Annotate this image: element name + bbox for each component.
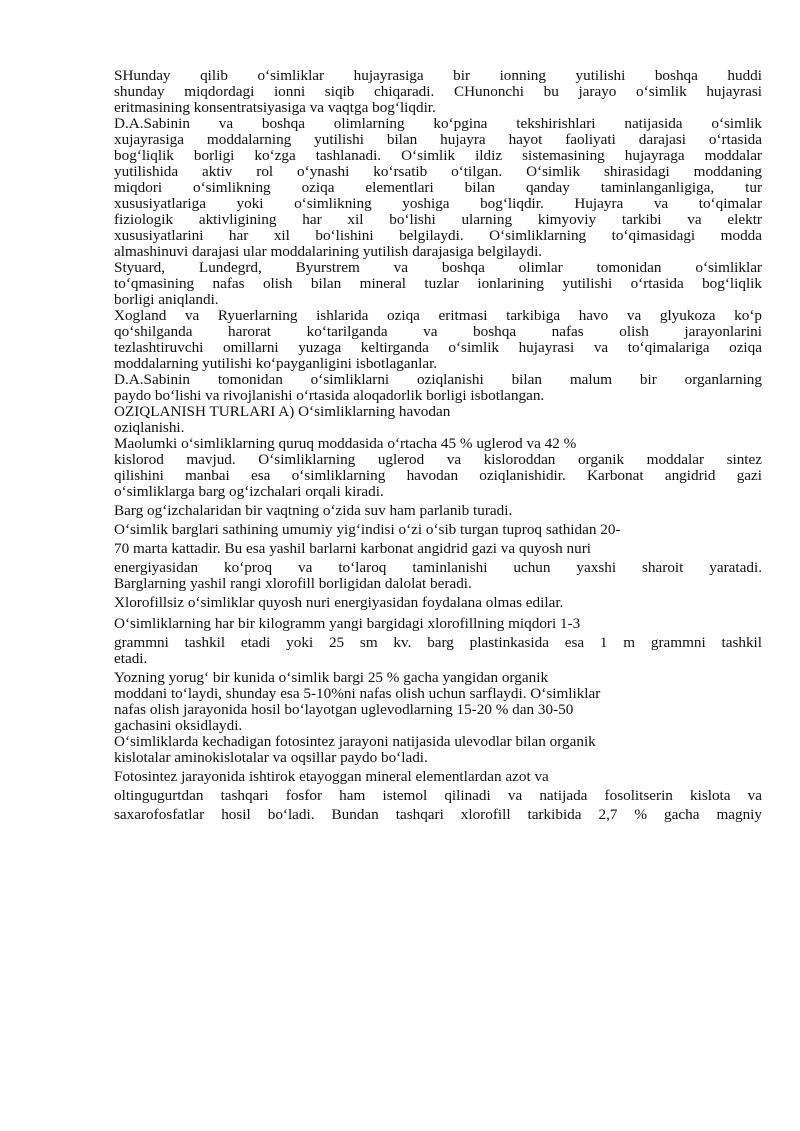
text-line: borligi aniqlandi.: [114, 292, 219, 308]
text-line: fiziologik aktivligining har xil boʻlishi ularning kimyoviy tarkibi va elektr: [114, 212, 762, 228]
text-line: Oʻsimliklarda kechadigan fotosintez jarayoni natijasida ulevodlar bilan organik: [114, 734, 596, 750]
text-line: Barglarning yashil rangi xlorofill borligidan dalolat beradi.: [114, 576, 472, 592]
text-line: oʻsimliklarga barg ogʻizchalari orqali kiradi.: [114, 484, 384, 500]
text-line: qoʻshilganda harorat koʻtarilganda va boshqa nafas olish jarayonlarini: [114, 324, 762, 340]
text-line: SHunday qilib oʻsimliklar hujayrasiga bir ionning yutilishi boshqa huddi: [114, 68, 762, 84]
text-line: Xogland va Ryuerlarning ishlarida oziqa eritmasi tarkibiga havo va glyukoza koʻp: [114, 308, 762, 324]
text-line: nafas olish jarayonida hosil boʻlayotgan uglevodlarning 15-20 % dan 30-50: [114, 702, 574, 718]
text-line: Styuard, Lundegrd, Byurstrem va boshqa olimlar tomonidan oʻsimliklar: [114, 260, 762, 276]
text-line: oziqlanishi.: [114, 420, 185, 436]
text-line: shunday miqdordagi ionni siqib chiqaradi. CHunonchi bu jarayo oʻsimlik hujayrasi: [114, 84, 762, 100]
document-page: [114, 68, 762, 823]
text-line: yutilishida aktiv rol oʻynashi koʻrsatib oʻtilgan. Oʻsimlik shirasidagi moddaning: [114, 164, 762, 180]
text-line: saxarofosfatlar hosil boʻladi. Bundan tashqari xlorofill tarkibida 2,7 % gacha magniy: [114, 807, 762, 823]
text-line: bogʻliqlik borligi koʻzga tashlanadi. Oʻsimlik ildiz sistemasining hujayraga moddalar: [114, 148, 762, 164]
text-line: etadi.: [114, 651, 148, 667]
text-line: eritmasining konsentratsiyasiga va vaqtga bogʻliqdir.: [114, 100, 436, 116]
text-line: Oʻsimlik barglari sathining umumiy yigʻindisi oʻzi oʻsib turgan tuproq sathidan 20-: [114, 522, 621, 538]
text-line: Maolumki oʻsimliklarning quruq moddasida oʻrtacha 45 % uglerod va 42 %: [114, 436, 577, 452]
text-line: energiyasidan koʻproq va toʻlaroq taminlanishi uchun yaxshi sharoit yaratadi.: [114, 560, 762, 576]
text-line: D.A.Sabinin va boshqa olimlarning koʻpgina tekshirishlari natijasida oʻsimlik: [114, 116, 762, 132]
text-line: paydo boʻlishi va rivojlanishi oʻrtasida aloqadorlik borligi isbotlangan.: [114, 388, 545, 404]
text-line: Yozning yorugʻ bir kunida oʻsimlik bargi 25 % gacha yangidan organik: [114, 670, 549, 686]
section-heading: OZIQLANISH TURLARI A) Oʻsimliklarning havodan: [114, 404, 451, 420]
text-line: kislorod mavjud. Oʻsimliklarning uglerod va kisloroddan organik moddalar sintez: [114, 452, 762, 468]
text-line: Fotosintez jarayonida ishtirok etayoggan mineral elementlardan azot va: [114, 769, 549, 785]
text-line: toʻqmasining nafas olish bilan mineral tuzlar ionlarining yutilishi oʻrtasida bogʻliqlik: [114, 276, 762, 292]
text-line: gachasini oksidlaydi.: [114, 718, 243, 734]
text-line: Oʻsimliklarning har bir kilogramm yangi bargidagi xlorofillning miqdori 1-3: [114, 616, 581, 632]
text-line: xujayrasiga moddalarning yutilishi bilan hujayra hayot faoliyati darajasi oʻrtasida: [114, 132, 762, 148]
text-line: xususiyatlarini har xil boʻlishini belgilaydi. Oʻsimliklarning toʻqimasidagi modda: [114, 228, 762, 244]
text-line: qilishini manbai esa oʻsimliklarning havodan oziqlanishidir. Karbonat angidrid gazi: [114, 468, 762, 484]
text-line: tezlashtiruvchi omillarni yuzaga keltirganda oʻsimlik hujayrasi va toʻqimalariga oziqa: [114, 340, 762, 356]
text-line: grammni tashkil etadi yoki 25 sm kv. barg plastinkasida esa 1 m grammni tashkil: [114, 635, 762, 651]
text-line: moddalarning yutilishi koʻpayganligini isbotlaganlar.: [114, 356, 438, 372]
text-line: Barg ogʻizchalaridan bir vaqtning oʻzida suv ham parlanib turadi.: [114, 503, 513, 519]
text-line: oltingugurtdan tashqari fosfor ham istemol qilinadi va natijada fosolitserin kislota va: [114, 788, 762, 804]
text-line: D.A.Sabinin tomonidan oʻsimliklarni oziqlanishi bilan malum bir organlarning: [114, 372, 762, 388]
text-line: xususiyatlariga yoki oʻsimlikning yoshiga bogʻliqdir. Hujayra va toʻqimalar: [114, 196, 762, 212]
text-line: almashinuvi darajasi ular moddalarining yutilish darajasiga belgilaydi.: [114, 244, 543, 260]
text-line: miqdori oʻsimlikning oziqa elementlari bilan qanday taminlanganligiga, tur: [114, 180, 762, 196]
text-line: 70 marta kattadir. Bu esa yashil barlarni karbonat angidrid gazi va quyosh nuri: [114, 541, 592, 557]
text-line: moddani toʻlaydi, shunday esa 5-10%ni nafas olish uchun sarflaydi. Oʻsimliklar: [114, 686, 601, 702]
text-line: kislotalar aminokislotalar va oqsillar paydo boʻladi.: [114, 750, 428, 766]
text-line: Xlorofillsiz oʻsimliklar quyosh nuri energiyasidan foydalana olmas edilar.: [114, 595, 564, 611]
